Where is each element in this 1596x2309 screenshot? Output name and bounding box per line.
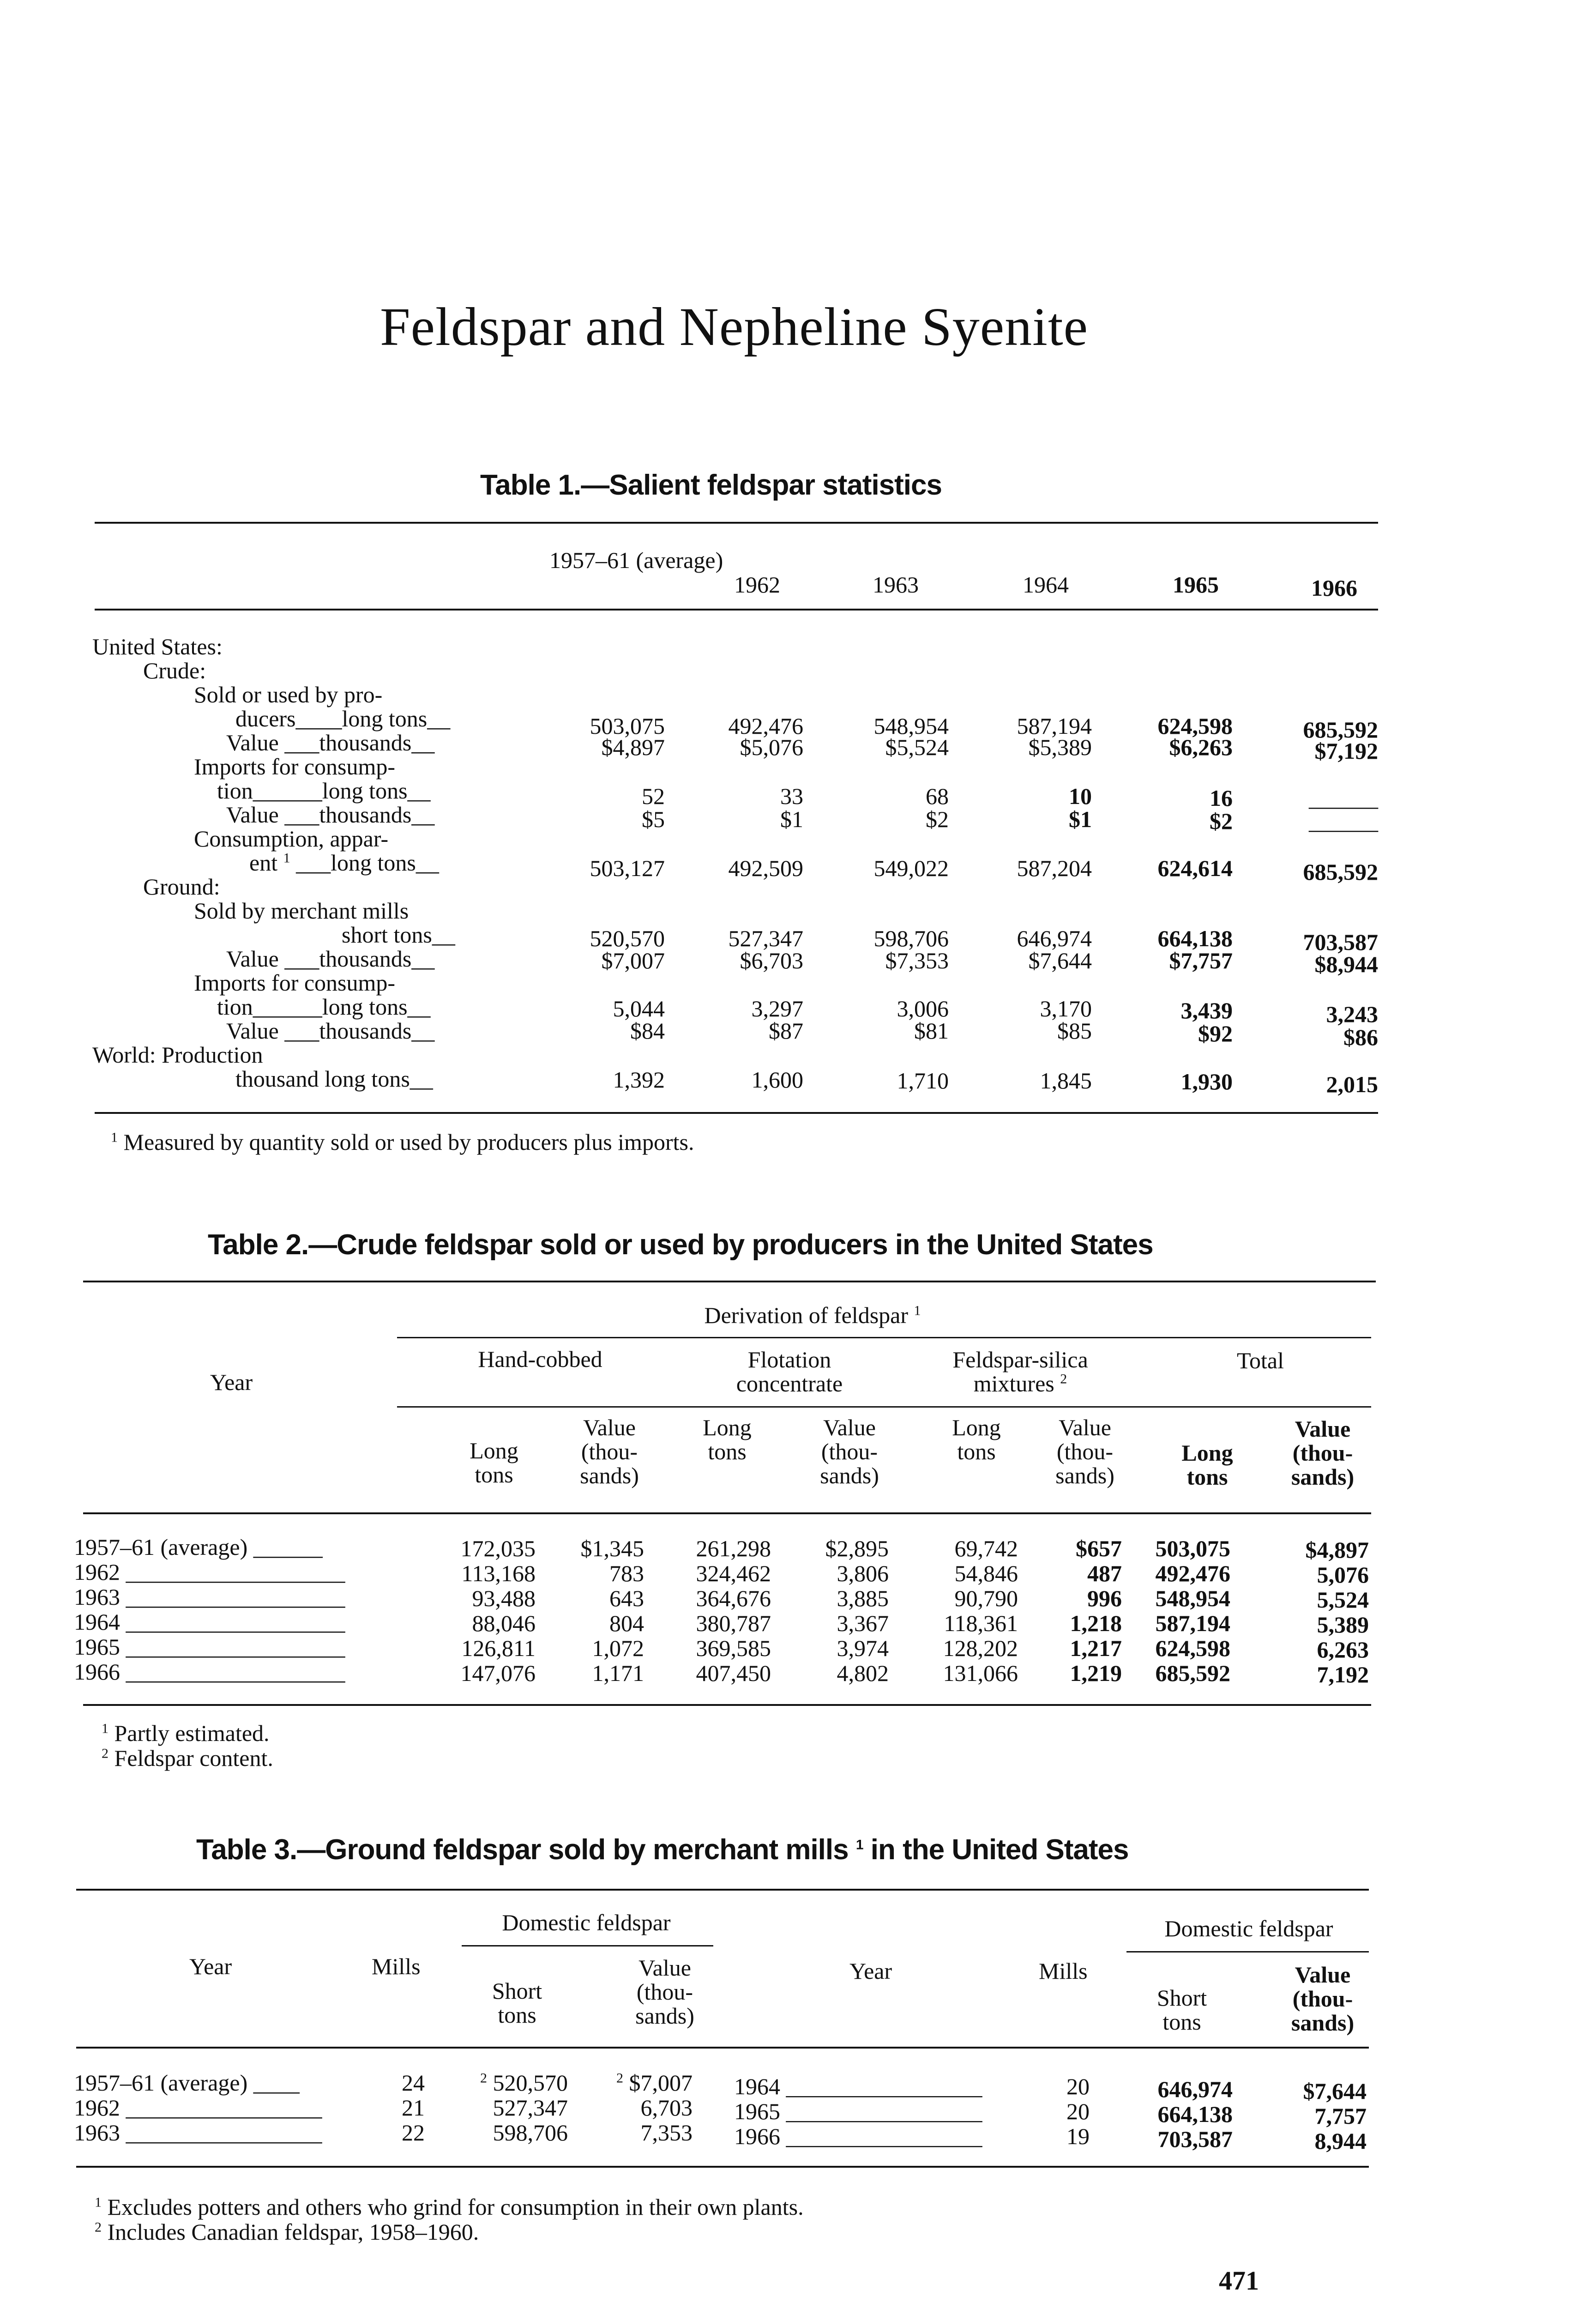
t2-sub-value: Value (thou- sands) [820, 1414, 879, 1488]
table1-bottom-rule [95, 1112, 1378, 1114]
t2-cell: 3,885 [837, 1585, 889, 1611]
t1-cell: $87 [769, 1018, 803, 1044]
t1-cell: 587,204 [1017, 855, 1092, 881]
t2-cell: 364,676 [696, 1585, 771, 1611]
t2-sub-long: Long tons [470, 1438, 518, 1487]
t2-sub-value: Value (thou- sands) [580, 1414, 639, 1488]
t2-cell: $1,345 [580, 1535, 644, 1561]
t1-label-cons-b: ent $^1$ ___long tons__ [249, 850, 439, 876]
t1-cell: 527,347 [728, 925, 803, 951]
t2-cell: 624,598 [1155, 1635, 1230, 1661]
t3-domestic-header: Domestic feldspar [502, 1910, 671, 1935]
t1-cell: 503,075 [590, 713, 665, 739]
t1-cell: $5,076 [740, 734, 803, 760]
t2-cell: 587,194 [1155, 1610, 1230, 1636]
t1-cell: $84 [630, 1018, 665, 1044]
t3-value: $^2$ $7,007 [616, 2070, 693, 2096]
t1-cell: 2,015 [1326, 1071, 1378, 1097]
t3-footnote-2: $^2$ Includes Canadian feldspar, 1958–1960. [95, 2219, 479, 2245]
t2-subgroup-rule [397, 1406, 1371, 1408]
t2-cell: 685,592 [1155, 1660, 1230, 1686]
t1-cell: 33 [780, 783, 803, 809]
t2-year-header: Year [210, 1369, 253, 1395]
t3-short-header: Short tons [492, 1978, 542, 2028]
t3-value: 6,703 [640, 2095, 693, 2121]
t2-cell: 93,488 [472, 1585, 536, 1611]
t1-cell: $1 [1069, 806, 1092, 832]
t2-year: 1965 ___________________ [74, 1634, 345, 1660]
t2-cell: 147,076 [460, 1660, 536, 1686]
t1-cell: $4,897 [601, 734, 665, 760]
t2-cell: 783 [609, 1560, 644, 1586]
t1-cell: 598,706 [873, 925, 949, 951]
t3-value: $7,644 [1303, 2078, 1367, 2104]
t3-value-header: Value (thou- sands) [635, 1955, 694, 2029]
t2-footnote-1: $^1$ Partly estimated. [102, 1720, 270, 1746]
t1-label-sold-value: Value ___thousands__ [226, 730, 435, 756]
t2-cell: 88,046 [472, 1610, 536, 1636]
t1-label-world-b: thousand long tons__ [235, 1066, 433, 1092]
t3-value: 8,944 [1314, 2128, 1367, 2154]
t1-footnote: $^1$ Measured by quantity sold or used by producers plus imports. [111, 1129, 694, 1155]
t2-sub-value: Value (thou- sands) [1291, 1416, 1355, 1490]
t1-label-gimports-a: Imports for consump- [194, 970, 396, 996]
t2-cell: 7,192 [1317, 1662, 1369, 1687]
t3-year-header-right: Year [849, 1958, 892, 1984]
t3-short: 527,347 [493, 2095, 568, 2121]
t3-year-header: Year [189, 1953, 232, 1979]
t2-cell: 6,263 [1317, 1637, 1369, 1662]
table3-bottom-rule [76, 2166, 1369, 2168]
table3-caption: Table 3.—Ground feldspar sold by merchant mills $^1$ in the United States [196, 1834, 1129, 1866]
t3-year: 1957–61 (average) ____ [74, 2070, 300, 2096]
t1-cell: 520,570 [590, 925, 665, 951]
t1-cell: 548,954 [873, 713, 949, 739]
t2-cell: 996 [1087, 1585, 1122, 1611]
t1-cell: 549,022 [873, 855, 949, 881]
t3-mills-header-right: Mills [1039, 1958, 1088, 1984]
t1-cell: $5,524 [885, 734, 949, 760]
t3-mills: 19 [1066, 2123, 1090, 2149]
t3-short: $^2$ 520,570 [480, 2070, 568, 2096]
t1-cell: 685,592 [1303, 859, 1378, 885]
t3-short: 664,138 [1157, 2101, 1233, 2127]
t1-label-world-a: World: Production [92, 1042, 263, 1068]
t2-cell: 69,742 [954, 1535, 1018, 1561]
t1-cell: $7,757 [1169, 948, 1233, 973]
t1-cell: 492,476 [728, 713, 803, 739]
t3-value: 7,757 [1314, 2103, 1367, 2129]
t3-short-header-right: Short tons [1156, 1985, 1207, 2035]
t3-mills: 20 [1066, 2073, 1090, 2099]
t1-label-merchant-a: Sold by merchant mills [194, 898, 409, 924]
t1-label-cons-a: Consumption, appar- [194, 826, 389, 852]
t2-sub-long: Long tons [952, 1414, 1001, 1464]
t2-cell: 1,218 [1070, 1610, 1122, 1636]
table3-top-rule [76, 1889, 1369, 1891]
t3-left-group-rule [462, 1945, 713, 1946]
t2-cell: 131,066 [943, 1660, 1018, 1686]
t2-cell: 487 [1087, 1560, 1122, 1586]
table1-header-rule [95, 609, 1378, 610]
t2-cell: 380,787 [696, 1610, 771, 1636]
t1-cell: $2 [926, 806, 949, 832]
t2-cell: 3,974 [837, 1635, 889, 1661]
t2-total-header: Total [1236, 1348, 1284, 1373]
t1-cell: $7,192 [1314, 738, 1378, 764]
t1-cell: 16 [1210, 785, 1233, 811]
t1-col-1965: 1965 [1173, 572, 1219, 598]
t2-mixtures-header: Feldspar-silica mixtures $^2$ [952, 1347, 1088, 1396]
t1-cell: 685,592 [1303, 717, 1378, 743]
t1-cell: 3,170 [1040, 996, 1092, 1022]
t3-year: 1966 _________________ [734, 2123, 982, 2149]
t1-cell: 646,974 [1017, 925, 1092, 951]
t1-cell: 5,044 [613, 996, 665, 1022]
t3-year: 1963 _________________ [74, 2120, 322, 2146]
t1-cell: 68 [926, 783, 949, 809]
t3-year: 1965 _________________ [734, 2098, 982, 2124]
t1-cell: 3,006 [897, 996, 949, 1022]
table1-top-rule [95, 522, 1378, 524]
t2-cell: 1,219 [1070, 1660, 1122, 1686]
t1-cell: 703,587 [1303, 929, 1378, 955]
t2-cell: $657 [1076, 1535, 1122, 1561]
page-title: Feldspar and Nepheline Syenite [379, 296, 1089, 357]
t1-col-1963: 1963 [873, 572, 919, 598]
t1-label-merchant-b: short tons__ [342, 922, 455, 948]
t1-cell: $81 [914, 1018, 949, 1044]
page-number: 471 [1219, 2266, 1259, 2296]
t2-group-rule [397, 1337, 1371, 1338]
t1-cell: $7,353 [885, 948, 949, 973]
t1-cell: 492,509 [728, 855, 803, 881]
t1-cell: $8,944 [1314, 951, 1378, 977]
t1-cell: 503,127 [590, 855, 665, 881]
t3-mills: 24 [402, 2070, 425, 2096]
t2-cell: 503,075 [1155, 1535, 1230, 1561]
table2-top-rule [83, 1281, 1376, 1282]
t1-label-ground-value: Value ___thousands__ [226, 946, 435, 972]
t2-cell: 3,806 [837, 1560, 889, 1586]
t1-cell: 664,138 [1157, 925, 1233, 951]
t2-cell: 172,035 [460, 1535, 536, 1561]
t3-domestic-header-right: Domestic feldspar [1164, 1916, 1333, 1941]
t3-mills-header: Mills [372, 1953, 421, 1979]
t2-cell: 113,168 [461, 1560, 536, 1586]
t1-label-crude: Crude: [143, 658, 206, 683]
t1-cell: $5 [642, 806, 665, 832]
t1-cell: 624,614 [1157, 855, 1233, 881]
t1-cell: 10 [1069, 783, 1092, 809]
t1-cell: $2 [1210, 808, 1233, 834]
t2-cell: 407,450 [696, 1660, 771, 1686]
t1-cell: 624,598 [1157, 713, 1233, 739]
t2-year: 1966 ___________________ [74, 1659, 345, 1685]
t1-label-gimports-value: Value ___thousands__ [226, 1018, 435, 1044]
t1-cell: $92 [1198, 1021, 1233, 1046]
t1-cell: 1,600 [751, 1067, 803, 1093]
t1-label-imports-b: tion______long tons__ [217, 778, 431, 804]
t1-cell: $86 [1343, 1024, 1378, 1050]
t1-label-imports-a: Imports for consump- [194, 754, 396, 780]
t3-year: 1962 _________________ [74, 2095, 322, 2121]
t2-cell: 1,217 [1070, 1635, 1122, 1661]
t2-cell: 324,462 [696, 1560, 771, 1586]
t2-year: 1964 ___________________ [74, 1609, 345, 1635]
t2-cell: 128,202 [943, 1635, 1018, 1661]
t3-short: 703,587 [1157, 2126, 1233, 2152]
t1-cell: $1 [780, 806, 803, 832]
t1-cell: $6,703 [740, 948, 803, 973]
t2-sub-long: Long tons [703, 1414, 752, 1464]
t1-label-sold-b: ducers____long tons__ [235, 706, 451, 731]
t2-cell: $2,895 [825, 1535, 889, 1561]
t2-year: 1962 ___________________ [74, 1559, 345, 1585]
t2-cell: 4,802 [837, 1660, 889, 1686]
t2-sub-value: Value (thou- sands) [1055, 1414, 1114, 1488]
t1-cell: 1,710 [897, 1068, 949, 1094]
t1-cell: $85 [1057, 1018, 1092, 1044]
t1-cell: 52 [642, 783, 665, 809]
t1-label-sold-a: Sold or used by pro- [194, 682, 383, 707]
t2-group-header: Derivation of feldspar $^1$ [704, 1302, 921, 1328]
t3-mills: 22 [402, 2120, 425, 2146]
t1-col-1966: 1966 [1311, 575, 1357, 601]
table1-caption: Table 1.—Salient feldspar statistics [480, 469, 942, 501]
t1-cell: 3,439 [1180, 997, 1233, 1023]
t3-mills: 20 [1066, 2098, 1090, 2124]
t1-label-us: United States: [92, 634, 223, 659]
t2-cell: 492,476 [1155, 1560, 1230, 1586]
table2-caption: Table 2.—Crude feldspar sold or used by producers in the United States [208, 1229, 1153, 1261]
t1-cell: $6,263 [1169, 734, 1233, 760]
t2-cell: 548,954 [1155, 1585, 1230, 1611]
t2-cell: 804 [609, 1610, 644, 1636]
t1-label-ground: Ground: [143, 874, 220, 900]
t2-hand-cobbed-header: Hand-cobbed [478, 1346, 602, 1372]
t1-label-gimports-b: tion______long tons__ [217, 994, 431, 1020]
t3-short: 646,974 [1157, 2076, 1233, 2102]
t1-cell: 1,930 [1180, 1069, 1233, 1094]
t2-cell: 118,361 [944, 1610, 1018, 1636]
t2-footnote-2: $^2$ Feldspar content. [102, 1745, 273, 1771]
table2-header-rule [83, 1512, 1371, 1514]
t2-cell: 5,076 [1317, 1562, 1369, 1588]
t3-year: 1964 _________________ [734, 2073, 982, 2099]
t2-flotation-header: Flotation concentrate [736, 1347, 843, 1396]
t2-cell: $4,897 [1305, 1537, 1369, 1563]
t3-short: 598,706 [493, 2120, 568, 2146]
t3-right-group-rule [1126, 1951, 1369, 1952]
t1-cell: ______ [1309, 808, 1378, 834]
t2-year: 1963 ___________________ [74, 1584, 345, 1610]
t2-year: 1957–61 (average) ______ [74, 1534, 323, 1560]
t2-cell: 5,524 [1317, 1587, 1369, 1613]
t3-value: 7,353 [640, 2120, 693, 2146]
t2-cell: 1,171 [592, 1660, 644, 1686]
t1-cell: 3,243 [1326, 1001, 1378, 1027]
t2-cell: 3,367 [837, 1610, 889, 1636]
t1-cell: 1,392 [613, 1067, 665, 1093]
t2-cell: 126,811 [461, 1635, 536, 1661]
t1-col-1957: 1957–61 (average) [549, 547, 723, 573]
t3-mills: 21 [402, 2095, 425, 2121]
t1-cell: $5,389 [1028, 734, 1092, 760]
t1-label-imports-value: Value ___thousands__ [226, 802, 435, 828]
t2-cell: 5,389 [1317, 1612, 1369, 1638]
t1-cell: 3,297 [751, 996, 803, 1022]
table2-bottom-rule [83, 1704, 1371, 1706]
t2-cell: 643 [609, 1585, 644, 1611]
t1-col-1964: 1964 [1023, 572, 1069, 598]
t2-cell: 90,790 [954, 1585, 1018, 1611]
t1-cell: $7,644 [1028, 948, 1092, 973]
t2-cell: 1,072 [592, 1635, 644, 1661]
t1-cell: 1,845 [1040, 1068, 1092, 1094]
t2-sub-long: Long tons [1181, 1440, 1233, 1490]
t2-cell: 54,846 [954, 1560, 1018, 1586]
t1-cell: 587,194 [1017, 713, 1092, 739]
t3-footnote-1: $^1$ Excludes potters and others who grind for consumption in their own plants. [95, 2194, 804, 2220]
t2-cell: 261,298 [696, 1535, 771, 1561]
t3-value-header-right: Value (thou- sands) [1291, 1962, 1355, 2036]
t1-cell: $7,007 [601, 948, 665, 973]
t1-col-1962: 1962 [734, 572, 780, 598]
table3-header-rule [76, 2047, 1369, 2049]
t2-cell: 369,585 [696, 1635, 771, 1661]
t1-cell: ______ [1309, 785, 1378, 811]
